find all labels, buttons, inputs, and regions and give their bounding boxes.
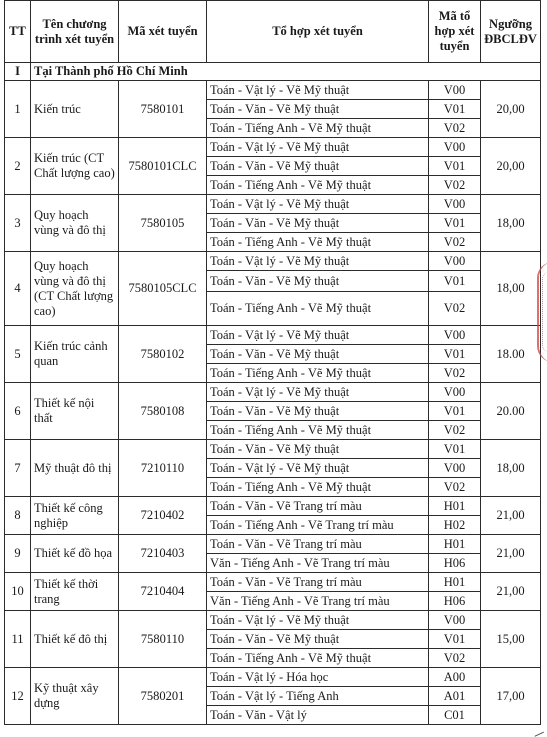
- header-threshold: Ngưỡng ĐBCLĐV: [481, 1, 541, 63]
- program-name: Quy hoạch vùng và đô thị: [31, 195, 119, 252]
- program-code: 7580101CLC: [119, 138, 207, 195]
- threshold-score: 18,00: [481, 440, 541, 497]
- program-code: 7210110: [119, 440, 207, 497]
- program-number: 10: [5, 573, 31, 611]
- combo-label: Toán - Vật lý - Vẽ Mỹ thuật: [207, 81, 429, 100]
- combo-code: V02: [429, 478, 481, 497]
- table-row: [5, 573, 541, 592]
- threshold-score: 15,00: [481, 611, 541, 668]
- combo-code: V01: [429, 100, 481, 119]
- combo-code: V00: [429, 138, 481, 157]
- header-combo: Tổ hợp xét tuyển: [207, 1, 429, 63]
- combo-code: V02: [429, 119, 481, 138]
- pen-mark: [532, 726, 544, 737]
- combo-label: Toán - Tiếng Anh - Vẽ Trang trí màu: [207, 516, 429, 535]
- table-row: [5, 440, 541, 459]
- combo-label: Toán - Văn - Vật lý: [207, 706, 429, 725]
- program-name: Kiến trúc (CT Chất lượng cao): [31, 138, 119, 195]
- combo-code: V00: [429, 252, 481, 271]
- combo-code: A01: [429, 687, 481, 706]
- program-name: Thiết kế nội thất: [31, 383, 119, 440]
- program-number: 6: [5, 383, 31, 440]
- program-name: Quy hoạch vùng và đô thị (CT Chất lượng cao): [31, 252, 119, 326]
- combo-label: Văn - Tiếng Anh - Vẽ Trang trí màu: [207, 554, 429, 573]
- program-number: 5: [5, 326, 31, 383]
- program-name: Kỹ thuật xây dựng: [31, 668, 119, 725]
- program-code: 7580102: [119, 326, 207, 383]
- threshold-score: 17,00: [481, 668, 541, 725]
- program-code: 7210404: [119, 573, 207, 611]
- combo-code: V02: [429, 649, 481, 668]
- combo-label: Toán - Vật lý - Vẽ Mỹ thuật: [207, 611, 429, 630]
- program-code: 7210402: [119, 497, 207, 535]
- combo-label: Toán - Tiếng Anh - Vẽ Mỹ thuật: [207, 233, 429, 252]
- combo-code: V01: [429, 214, 481, 233]
- combo-label: Toán - Vật lý - Vẽ Mỹ thuật: [207, 252, 429, 271]
- combo-label: Toán - Tiếng Anh - Vẽ Mỹ thuật: [207, 478, 429, 497]
- combo-code: V00: [429, 459, 481, 478]
- combo-label: Toán - Vật lý - Vẽ Mỹ thuật: [207, 383, 429, 402]
- threshold-score: 21,00: [481, 573, 541, 611]
- table-row: [5, 195, 541, 214]
- program-name: Kiến trúc cảnh quan: [31, 326, 119, 383]
- program-number: 9: [5, 535, 31, 573]
- combo-label: Toán - Tiếng Anh - Vẽ Mỹ thuật: [207, 292, 429, 326]
- combo-label: Toán - Văn - Vẽ Trang trí màu: [207, 497, 429, 516]
- combo-label: Toán - Văn - Vẽ Mỹ thuật: [207, 214, 429, 233]
- program-code: 7210403: [119, 535, 207, 573]
- combo-code: V01: [429, 345, 481, 364]
- combo-code: H02: [429, 516, 481, 535]
- program-name: Thiết kế thời trang: [31, 573, 119, 611]
- combo-code: H01: [429, 573, 481, 592]
- header-code: Mã xét tuyển: [119, 1, 207, 63]
- combo-label: Toán - Văn - Vẽ Mỹ thuật: [207, 630, 429, 649]
- combo-code: H06: [429, 592, 481, 611]
- combo-code: V01: [429, 157, 481, 176]
- combo-code: V01: [429, 402, 481, 421]
- threshold-score: 20,00: [481, 138, 541, 195]
- admission-table: [4, 0, 541, 725]
- combo-label: Toán - Vật lý - Vẽ Mỹ thuật: [207, 138, 429, 157]
- program-number: 3: [5, 195, 31, 252]
- combo-label: Toán - Vật lý - Vẽ Mỹ thuật: [207, 459, 429, 478]
- combo-label: Toán - Văn - Vẽ Mỹ thuật: [207, 271, 429, 292]
- combo-label: Toán - Tiếng Anh - Vẽ Mỹ thuật: [207, 421, 429, 440]
- threshold-score: 18.00: [481, 326, 541, 383]
- table-row: [5, 252, 541, 271]
- combo-code: A00: [429, 668, 481, 687]
- combo-code: V02: [429, 364, 481, 383]
- table-row: [5, 497, 541, 516]
- combo-label: Toán - Tiếng Anh - Vẽ Mỹ thuật: [207, 649, 429, 668]
- combo-code: V01: [429, 271, 481, 292]
- threshold-score: 18,00: [481, 252, 541, 326]
- combo-code: V02: [429, 233, 481, 252]
- threshold-score: 18,00: [481, 195, 541, 252]
- combo-code: V00: [429, 81, 481, 100]
- combo-label: Toán - Văn - Vẽ Trang trí màu: [207, 535, 429, 554]
- program-name: Thiết kế đồ họa: [31, 535, 119, 573]
- table-row: [5, 668, 541, 687]
- threshold-score: 20.00: [481, 383, 541, 440]
- combo-code: C01: [429, 706, 481, 725]
- header-tt: TT: [5, 1, 31, 63]
- combo-code: V02: [429, 421, 481, 440]
- combo-code: H06: [429, 554, 481, 573]
- header-program: Tên chương trình xét tuyển: [31, 1, 119, 63]
- section-row: [5, 63, 541, 81]
- combo-label: Toán - Tiếng Anh - Vẽ Mỹ thuật: [207, 119, 429, 138]
- program-number: 12: [5, 668, 31, 725]
- program-number: 7: [5, 440, 31, 497]
- program-name: Thiết kế công nghiệp: [31, 497, 119, 535]
- combo-label: Toán - Vật lý - Tiếng Anh: [207, 687, 429, 706]
- combo-code: V02: [429, 292, 481, 326]
- program-name: Mỹ thuật đô thị: [31, 440, 119, 497]
- program-number: 1: [5, 81, 31, 138]
- combo-code: V00: [429, 611, 481, 630]
- program-number: 11: [5, 611, 31, 668]
- table-row: [5, 611, 541, 630]
- combo-label: Toán - Văn - Vẽ Mỹ thuật: [207, 402, 429, 421]
- table-header: [5, 1, 541, 63]
- header-combo-code: Mã tổ hợp xét tuyển: [429, 1, 481, 63]
- combo-label: Toán - Tiếng Anh - Vẽ Mỹ thuật: [207, 364, 429, 383]
- table-row: [5, 138, 541, 157]
- combo-code: V01: [429, 630, 481, 649]
- threshold-score: 21,00: [481, 497, 541, 535]
- combo-label: Toán - Văn - Vẽ Mỹ thuật: [207, 100, 429, 119]
- threshold-score: 20,00: [481, 81, 541, 138]
- combo-code: H01: [429, 535, 481, 554]
- combo-code: V01: [429, 440, 481, 459]
- program-code: 7580201: [119, 668, 207, 725]
- combo-code: H01: [429, 497, 481, 516]
- combo-label: Toán - Vật lý - Vẽ Mỹ thuật: [207, 195, 429, 214]
- program-name: Kiến trúc: [31, 81, 119, 138]
- program-number: 4: [5, 252, 31, 326]
- combo-label: Toán - Vật lý - Hóa học: [207, 668, 429, 687]
- combo-code: V00: [429, 326, 481, 345]
- program-code: 7580110: [119, 611, 207, 668]
- combo-label: Toán - Văn - Vẽ Trang trí màu: [207, 573, 429, 592]
- program-code: 7580105: [119, 195, 207, 252]
- table-body: [5, 63, 541, 725]
- table-row: [5, 81, 541, 100]
- combo-label: Toán - Văn - Vẽ Mỹ thuật: [207, 157, 429, 176]
- program-code: 7580108: [119, 383, 207, 440]
- section-label: Tại Thành phố Hồ Chí Minh: [31, 63, 541, 81]
- program-number: 2: [5, 138, 31, 195]
- red-stamp-ring: [542, 272, 547, 352]
- combo-label: Toán - Tiếng Anh - Vẽ Mỹ thuật: [207, 176, 429, 195]
- combo-code: V02: [429, 176, 481, 195]
- program-name: Thiết kế đô thị: [31, 611, 119, 668]
- combo-label: Toán - Vật lý - Vẽ Mỹ thuật: [207, 326, 429, 345]
- section-number: I: [5, 63, 31, 81]
- table-row: [5, 326, 541, 345]
- threshold-score: 21,00: [481, 535, 541, 573]
- combo-code: V00: [429, 195, 481, 214]
- program-code: 7580101: [119, 81, 207, 138]
- table-row: [5, 383, 541, 402]
- combo-label: Văn - Tiếng Anh - Vẽ Trang trí màu: [207, 592, 429, 611]
- combo-label: Toán - Văn - Vẽ Mỹ thuật: [207, 440, 429, 459]
- combo-code: V00: [429, 383, 481, 402]
- program-code: 7580105CLC: [119, 252, 207, 326]
- program-number: 8: [5, 497, 31, 535]
- table-row: [5, 535, 541, 554]
- combo-label: Toán - Văn - Vẽ Mỹ thuật: [207, 345, 429, 364]
